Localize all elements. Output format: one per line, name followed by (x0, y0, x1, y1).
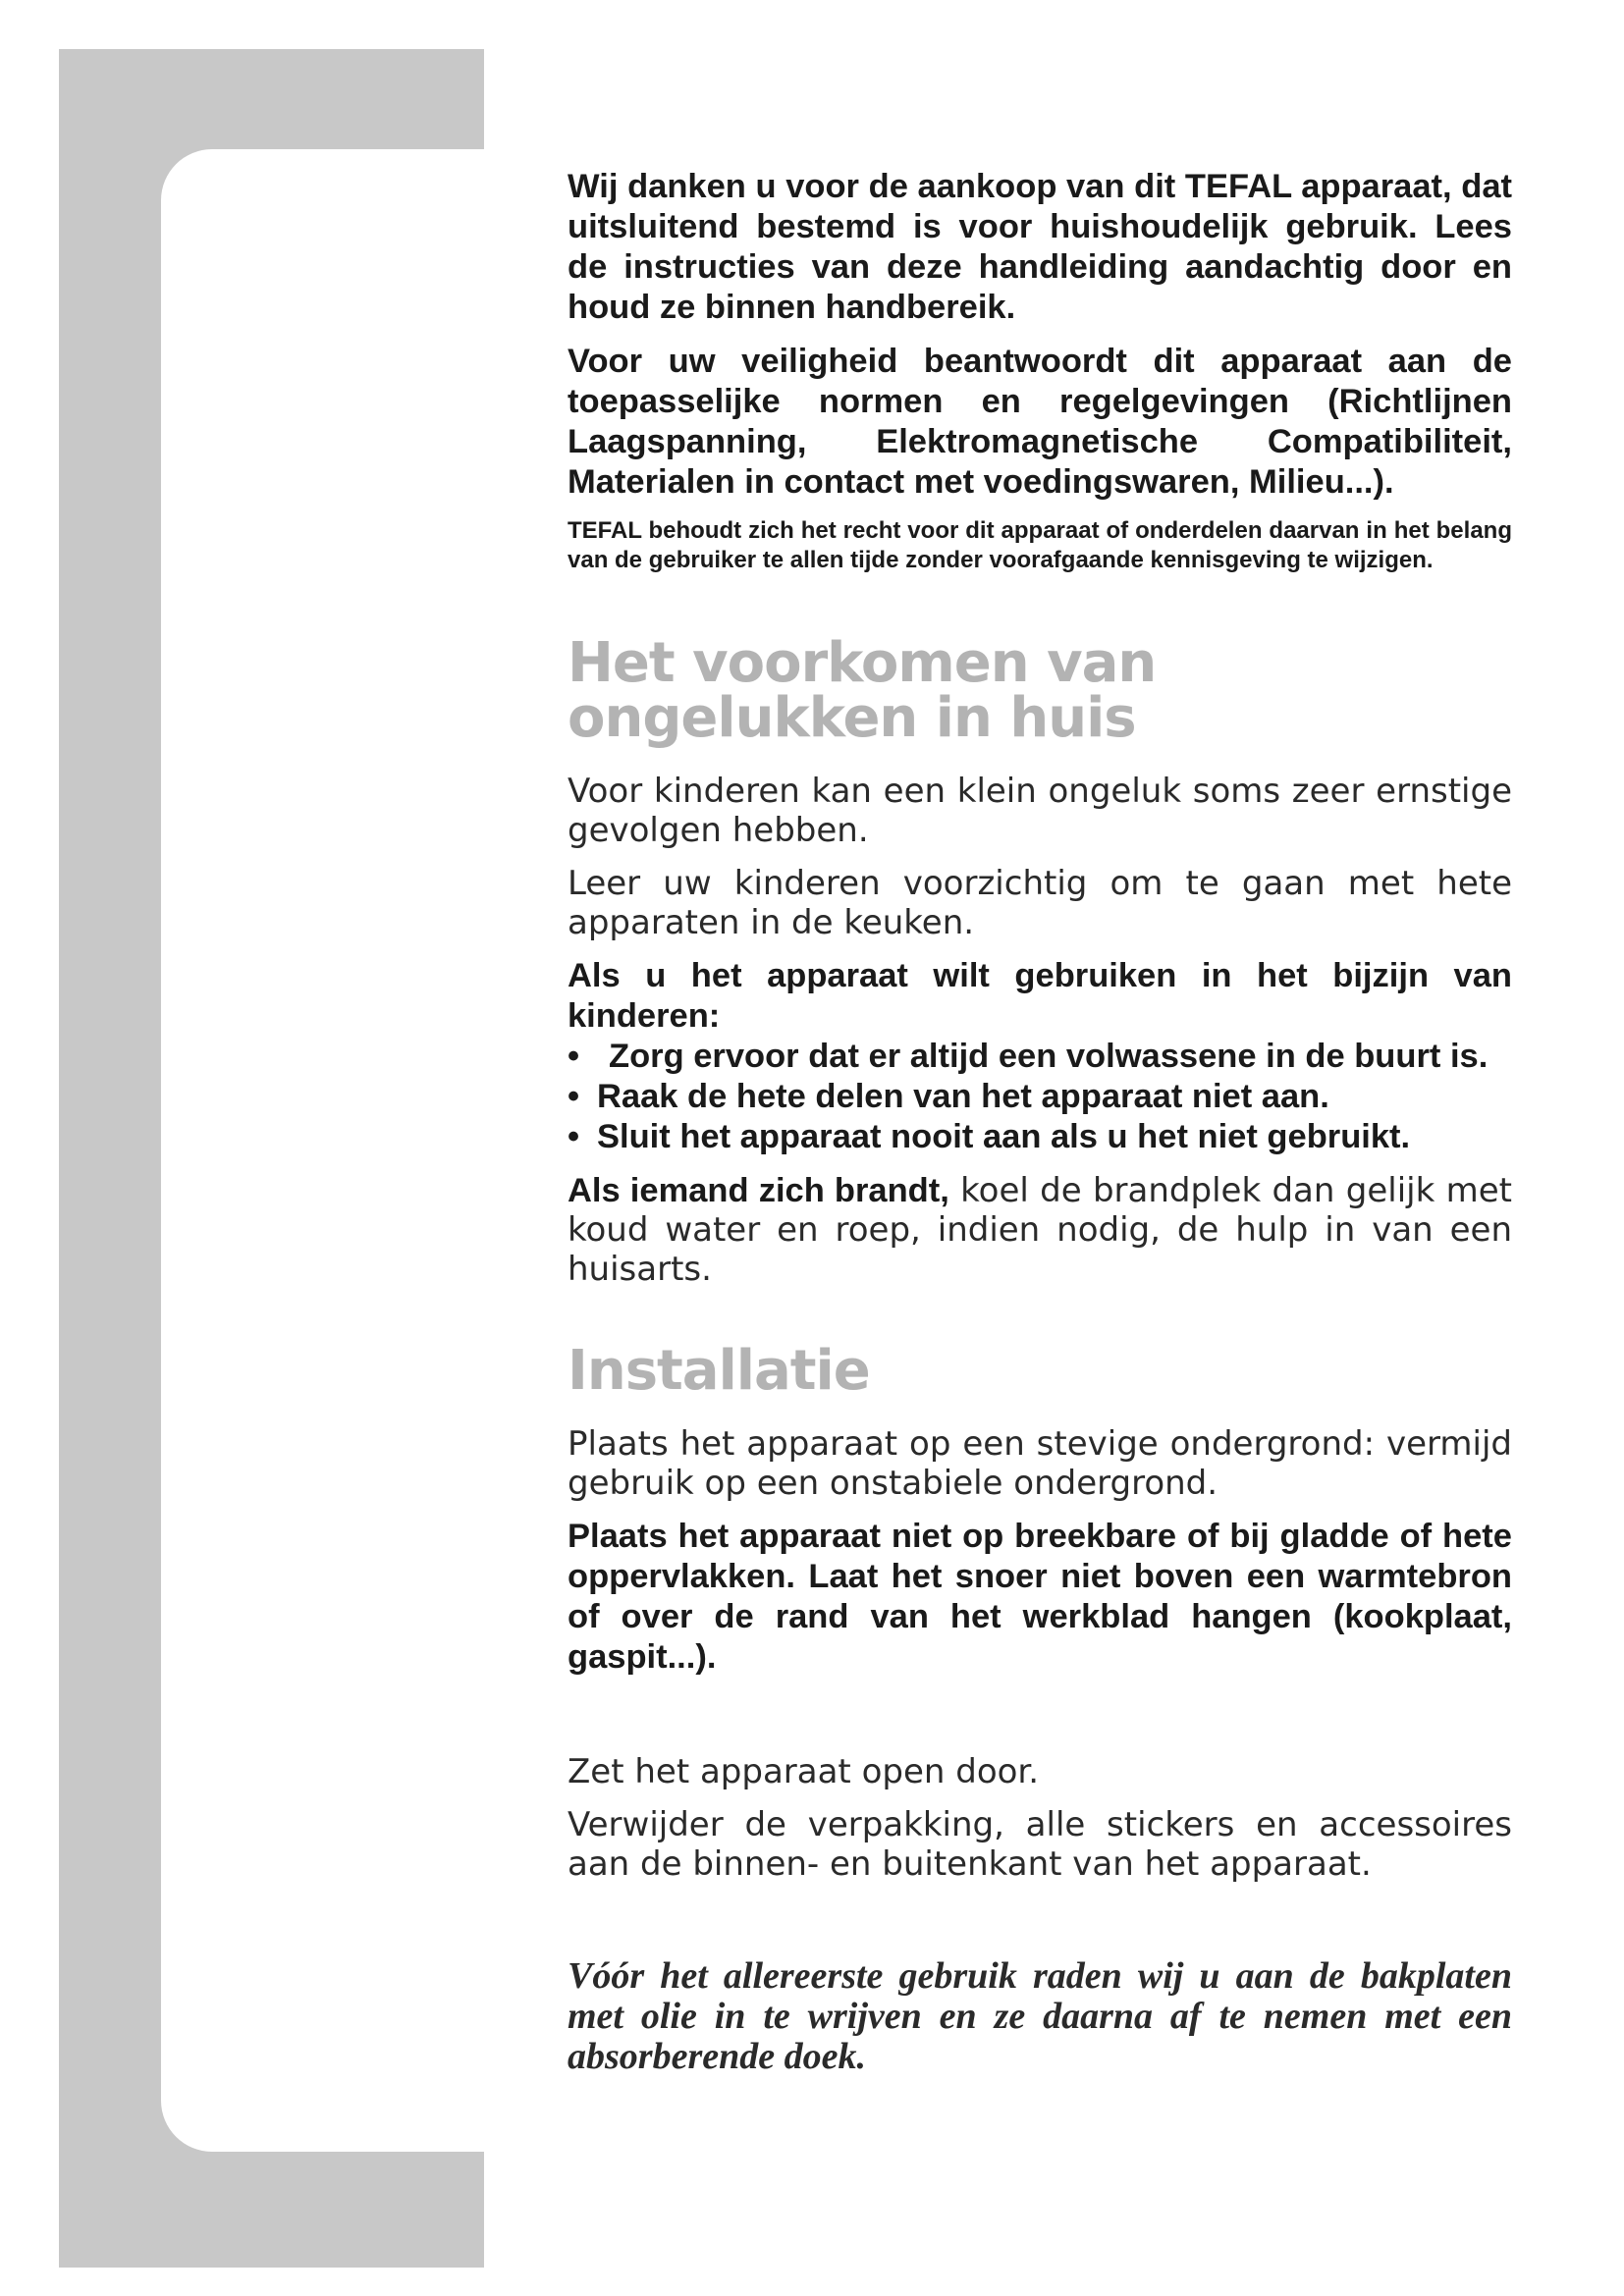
safety-bullet-list (568, 1037, 1512, 1157)
burn-lead-text: Als iemand zich brandt, (568, 1172, 949, 1209)
page-content (568, 167, 1512, 2077)
intro-paragraph-safety: Voor uw veiligheid beantwoordt dit apparaat aan de toepasselijke normen en regelgevingen (Richtlijnen Laagspanning, Elektromagnetische Compatibiliteit, Materialen in contact met voedingswaren, Milieu...). (568, 343, 1512, 501)
intro-paragraph-rights: TEFAL behoudt zich het recht voor dit apparaat of onderdelen daarvan in het belang van de gebruiker te allen tijde zonder voorafgaande kennisgeving te wijzigen. (568, 517, 1512, 573)
accidents-paragraph-burn (568, 1171, 1512, 1289)
installation-paragraph-warning: Plaats het apparaat niet op breekbare of bij gladde of hete oppervlakken. Laat het snoer niet boven een warmtebron of over de rand van het werkblad hangen (kookplaat, gaspit...). (568, 1518, 1512, 1676)
installation-paragraph-surface: Plaats het apparaat op een stevige ondergrond: vermijd gebruik op een onstabiele ondergrond. (568, 1424, 1512, 1503)
list-item: • Zorg ervoor dat er altijd een volwassene in de buurt is. (568, 1038, 1489, 1075)
decorative-side-inset (161, 149, 495, 2152)
bullet-icon: • (568, 1118, 580, 1155)
accidents-paragraph-teach: Leer uw kinderen voorzichtig om te gaan met hete apparaten in de keuken. (568, 864, 1512, 942)
installation-paragraph-first-use: Vóór het allereerste gebruik raden wij u aan de bakplaten met olie in te wrijven en ze daarna af te nemen met een absorberende doek. (568, 1955, 1512, 2077)
accidents-paragraph-children: Voor kinderen kan een klein ongeluk soms zeer ernstige gevolgen hebben. (568, 772, 1512, 850)
installation-paragraph-unpack: Verwijder de verpakking, alle stickers en accessoires aan de binnen- en buitenkant van het apparaat. (568, 1805, 1512, 1884)
installation-paragraph-open: Zet het apparaat open door. (568, 1752, 1040, 1791)
intro-paragraph-thanks: Wij danken u voor de aankoop van dit TEFAL apparaat, dat uitsluitend bestemd is voor huishoudelijk gebruik. Lees de instructies van deze handleiding aandachtig door en houd ze binnen handbereik. (568, 168, 1512, 326)
bullet-icon: • (568, 1038, 580, 1075)
spacer (568, 1897, 1512, 1956)
section-heading-accidents: Het voorkomen van ongelukken in huis (568, 631, 1157, 750)
bullet-icon: • (568, 1078, 580, 1115)
list-item: • Raak de hete delen van het apparaat niet aan. (568, 1078, 1329, 1115)
spacer (568, 1691, 1512, 1752)
accidents-paragraph-usage: Als u het apparaat wilt gebruiken in het bijzijn van kinderen: (568, 957, 1512, 1035)
section-heading-installation: Installatie (568, 1339, 870, 1403)
burn-body-text: koel de brandplek dan gelijk met koud water en roep, indien nodig, de hulp in van een huisarts. (568, 1171, 1513, 1289)
list-item: • Sluit het apparaat nooit aan als u het niet gebruikt. (568, 1118, 1411, 1155)
